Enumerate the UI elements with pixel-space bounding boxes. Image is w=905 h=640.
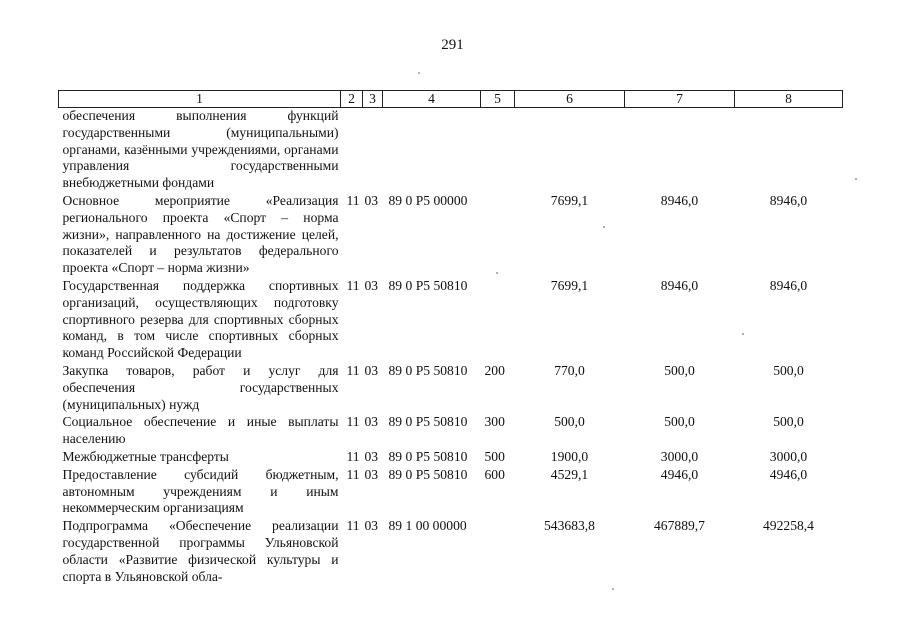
header-cell-2: 2 <box>341 91 363 108</box>
row-expense-type: 300 <box>484 414 505 430</box>
row-section: 11 <box>346 362 360 378</box>
row-value-6 <box>515 108 625 193</box>
row-value-8: 492258,4 <box>763 518 814 534</box>
scan-speck <box>612 588 614 590</box>
scan-speck <box>418 72 420 74</box>
row-value-7 <box>625 108 735 193</box>
row-section: 11 <box>346 518 360 534</box>
row-value-8: 8946,0 <box>769 192 808 208</box>
header-cell-4: 4 <box>383 91 481 108</box>
row-expense-type <box>481 278 515 363</box>
row-value-7: 467889,7 <box>654 518 705 534</box>
row-target-code: 89 0 P5 00000 <box>388 192 468 208</box>
row-name: Основное мероприятие «Реализация регионального проекта «Спорт – норма жизни», направленного на достижение целей, показателей и результатов федерального проекта «Спорт – норма жизни» <box>62 192 339 276</box>
row-target-code: 89 0 P5 50810 <box>388 414 468 430</box>
row-section: 11 <box>346 414 360 430</box>
table-row <box>59 449 843 467</box>
row-value-8: 500,0 <box>773 362 804 378</box>
row-value-8 <box>735 108 843 193</box>
table-row <box>59 193 843 278</box>
row-section <box>341 108 363 193</box>
row-section: 11 <box>346 192 360 208</box>
header-cell-1: 1 <box>59 91 341 108</box>
row-name: Подпрограмма «Обеспечение реализации государственной программы Ульяновской области «Развитие физической культуры и спорта в Ульяновской обла- <box>62 518 339 584</box>
row-name: Межбюджетные трансферты <box>62 448 229 464</box>
row-expense-type: 500 <box>484 448 505 464</box>
row-subsection: 03 <box>364 466 379 482</box>
header-cell-7: 7 <box>625 91 735 108</box>
row-value-6: 7699,1 <box>550 192 589 208</box>
scan-speck <box>603 226 605 228</box>
table-row <box>59 467 843 518</box>
page-number: 291 <box>441 37 464 53</box>
row-value-8: 500,0 <box>773 414 804 430</box>
row-expense-type <box>481 108 515 193</box>
row-name: Предоставление субсидий бюджетным, автономным учреждениям и иным некоммерческим организациям <box>62 466 339 516</box>
row-subsection <box>363 108 383 193</box>
row-target-code: 89 0 P5 50810 <box>388 277 468 293</box>
row-expense-type <box>481 193 515 278</box>
row-subsection: 03 <box>364 192 379 208</box>
header-cell-5: 5 <box>481 91 515 108</box>
row-subsection: 03 <box>364 414 379 430</box>
row-target-code: 89 0 P5 50810 <box>388 448 468 464</box>
row-value-6: 7699,1 <box>550 277 589 293</box>
row-value-6: 770,0 <box>554 362 585 378</box>
row-subsection: 03 <box>364 362 379 378</box>
budget-table <box>58 90 843 586</box>
row-target-code: 89 1 00 00000 <box>388 518 467 534</box>
row-section: 11 <box>346 466 360 482</box>
row-value-8: 4946,0 <box>769 466 808 482</box>
row-value-7: 3000,0 <box>660 448 699 464</box>
row-subsection: 03 <box>364 277 379 293</box>
row-value-7: 8946,0 <box>660 277 699 293</box>
row-expense-type: 200 <box>484 362 505 378</box>
row-name: Государственная поддержка спортивных организаций, осуществляющих подготовку спортивного резерва для спортивных сборных команд, в том числе спортивных сборных команд Российской Федерации <box>62 277 339 361</box>
row-expense-type <box>481 518 515 586</box>
table-row <box>59 518 843 586</box>
scan-speck <box>742 333 744 335</box>
row-subsection: 03 <box>364 448 379 464</box>
row-target-code: 89 0 P5 50810 <box>388 362 468 378</box>
row-section: 11 <box>346 277 360 293</box>
table-row <box>59 108 843 193</box>
header-row <box>59 91 843 108</box>
row-section: 11 <box>346 448 360 464</box>
row-name: обеспечения выполнения функций государственными (муниципальными) органами, казёнными учреждениями, органами управления государственными внебюджетными фондами <box>62 108 339 191</box>
row-name: Закупка товаров, работ и услуг для обеспечения государственных (муниципальных) нужд <box>62 362 339 412</box>
row-expense-type: 600 <box>484 466 505 482</box>
row-value-7: 500,0 <box>664 414 695 430</box>
row-target-code <box>383 108 481 193</box>
row-value-6: 500,0 <box>554 414 585 430</box>
row-value-6: 543683,8 <box>544 518 595 534</box>
row-value-7: 4946,0 <box>660 466 699 482</box>
header-cell-8: 8 <box>735 91 843 108</box>
row-target-code: 89 0 P5 50810 <box>388 466 468 482</box>
scan-speck <box>496 272 498 274</box>
row-value-7: 8946,0 <box>660 192 699 208</box>
scan-speck <box>855 178 857 180</box>
row-value-6: 4529,1 <box>550 466 589 482</box>
row-subsection: 03 <box>364 518 379 534</box>
row-name: Социальное обеспечение и иные выплаты населению <box>62 414 339 447</box>
row-value-7: 500,0 <box>664 362 695 378</box>
header-cell-6: 6 <box>515 91 625 108</box>
header-cell-3: 3 <box>363 91 383 108</box>
row-value-8: 8946,0 <box>769 277 808 293</box>
row-value-6: 1900,0 <box>550 448 589 464</box>
table-row <box>59 278 843 363</box>
row-value-8: 3000,0 <box>769 448 808 464</box>
table-row <box>59 363 843 414</box>
table-row <box>59 414 843 449</box>
